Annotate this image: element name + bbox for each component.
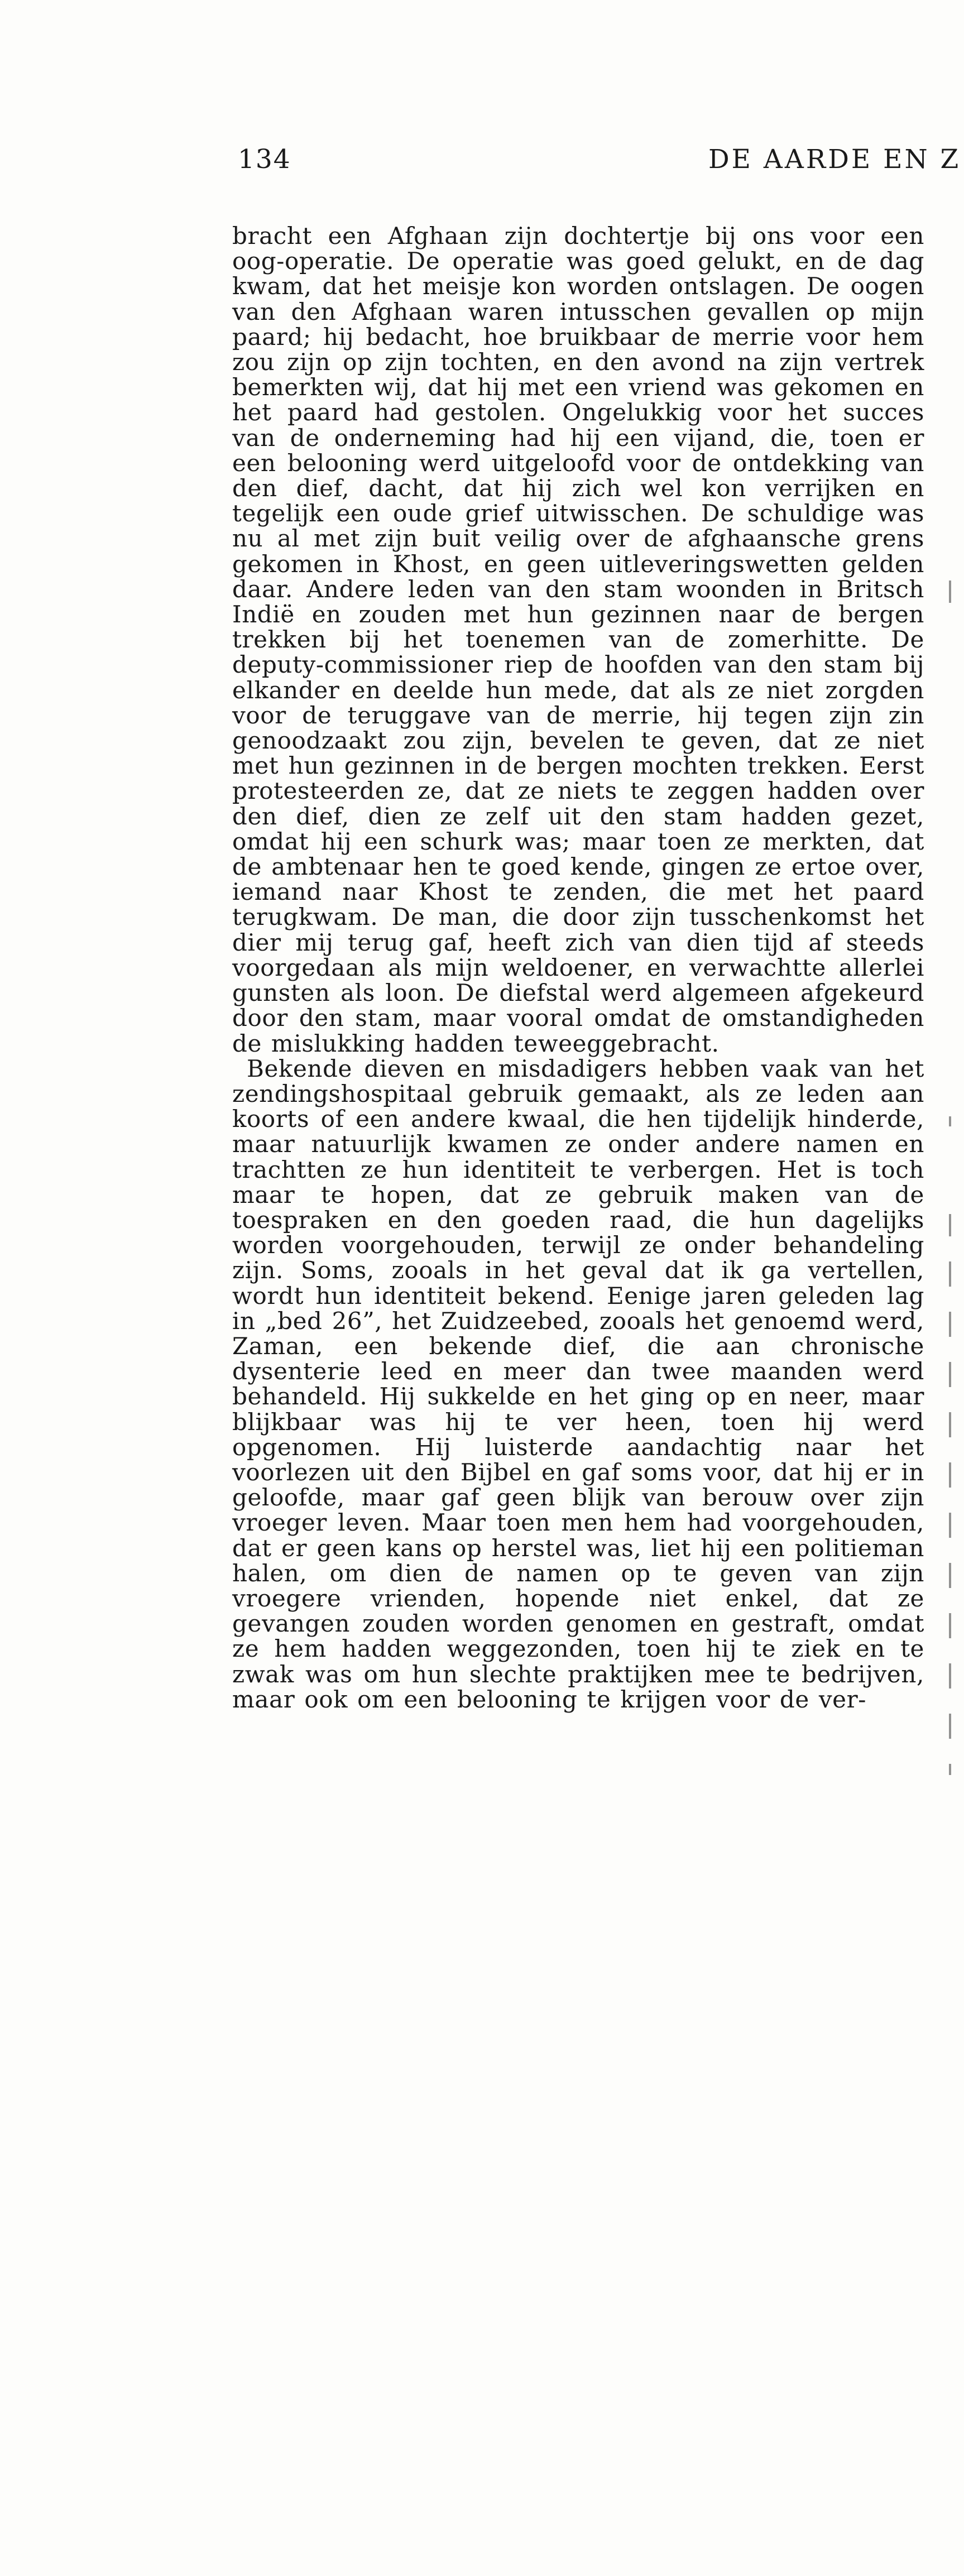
scan-edge-mark <box>949 1613 951 1638</box>
scan-edge-mark <box>949 1462 951 1488</box>
scan-edge-mark <box>949 1764 951 1775</box>
scan-edge-mark <box>949 1362 951 1387</box>
running-title: DE AARDE EN Z <box>708 144 961 175</box>
scan-edge-mark <box>949 1663 951 1688</box>
scan-edge-mark <box>949 1214 951 1236</box>
scan-edge-mark <box>949 581 951 603</box>
scan-edge-mark <box>949 1116 951 1126</box>
page-number: 134 <box>238 144 291 175</box>
running-head <box>238 143 964 176</box>
scan-edge-mark <box>949 1513 951 1538</box>
body-text <box>232 223 924 1712</box>
paragraph-continued: bracht een Afghaan zijn dochtertje bij ons voor een oog-operatie. De operatie was goed gelukt, en de dag kwam, dat het meisje kon worden ontslagen. De oogen van den Afghaan waren intusschen gevallen op mijn paard; hij bedacht, hoe bruikbaar de merrie voor hem zou zijn op zijn tochten, en den avond na zijn vertrek bemerkten wij, dat hij met een vriend was gekomen en het paard had gestolen. Ongelukkig voor het succes van de onderneming had hij een vijand, die, toen er een belooning werd uitgeloofd voor de ontdekking van den dief, dacht, dat hij zich wel kon verrijken en tegelijk een oude grief uitwisschen. De schuldige was nu al met zijn buit veilig over de afghaansche grens gekomen in Khost, en geen uitleveringswetten gelden daar. Andere leden van den stam woonden in Britsch Indië en zouden met hun gezinnen naar de bergen trekken bij het toenemen van de zomerhitte. De deputy-commissioner riep de hoofden van den stam bij elkander en deelde hun mede, dat als ze niet zorgden voor de teruggave van de merrie, hij tegen zijn zin genoodzaakt zou zijn, bevelen te geven, dat ze niet met hun gezinnen in de bergen mochten trekken. Eerst protesteerden ze, dat ze niets te zeggen hadden over den dief, dien ze zelf uit den stam hadden gezet, omdat hij een schurk was; maar toen ze merkten, dat de ambtenaar hen te goed kende, gingen ze ertoe over, iemand naar Khost te zenden, die met het paard terugkwam. De man, die door zijn tusschenkomst het dier mij terug gaf, heeft zich van dien tijd af steeds voorgedaan als mijn weldoener, en verwachtte allerlei gunsten als loon. De diefstal werd algemeen afgekeurd door den stam, maar vooral omdat de omstandigheden de mislukking hadden teweeggebracht. <box>232 222 924 1057</box>
scan-edge-mark <box>949 1412 951 1437</box>
paragraph: Bekende dieven en misdadigers hebben vaak van het zendingshospitaal gebruik gemaakt, als ze leden aan koorts of een andere kwaal, die hen tijdelijk hinderde, maar natuurlijk kwamen ze onder andere namen en trachtten ze hun identiteit te verbergen. Het is toch maar te hopen, dat ze gebruik maken van de toespraken en den goeden raad, die hun dagelijks worden voorgehouden, terwijl ze onder behandeling zijn. Soms, zooals in het geval dat ik ga vertellen, wordt hun identiteit bekend. Eenige jaren geleden lag in „bed 26”, het Zuidzeebed, zooals het genoemd werd, Zaman, een bekende dief, die aan chronische dysenterie leed en meer dan twee maanden werd behandeld. Hij sukkelde en het ging op en neer, maar blijkbaar was hij te ver heen, toen hij werd opgenomen. Hij luisterde aandachtig naar het voorlezen uit den Bijbel en gaf soms voor, dat hij er in geloofde, maar gaf geen blijk van berouw over zijn vroeger leven. Maar toen men hem had voorgehouden, dat er geen kans op herstel was, liet hij een politieman halen, om dien de namen op te geven van zijn vroegere vrienden, hopende niet enkel, dat ze gevangen zouden worden genomen en gestraft, omdat ze hem hadden weggezonden, toen hij te ziek en te zwak was om hun slechte praktijken mee te bedrijven, maar ook om een belooning te krijgen voor de ver- <box>232 1054 924 1713</box>
scan-edge-mark <box>949 1563 951 1588</box>
scan-edge-mark <box>949 1312 951 1337</box>
scan-edge-mark <box>949 1714 951 1739</box>
scan-edge-mark <box>949 1261 951 1287</box>
